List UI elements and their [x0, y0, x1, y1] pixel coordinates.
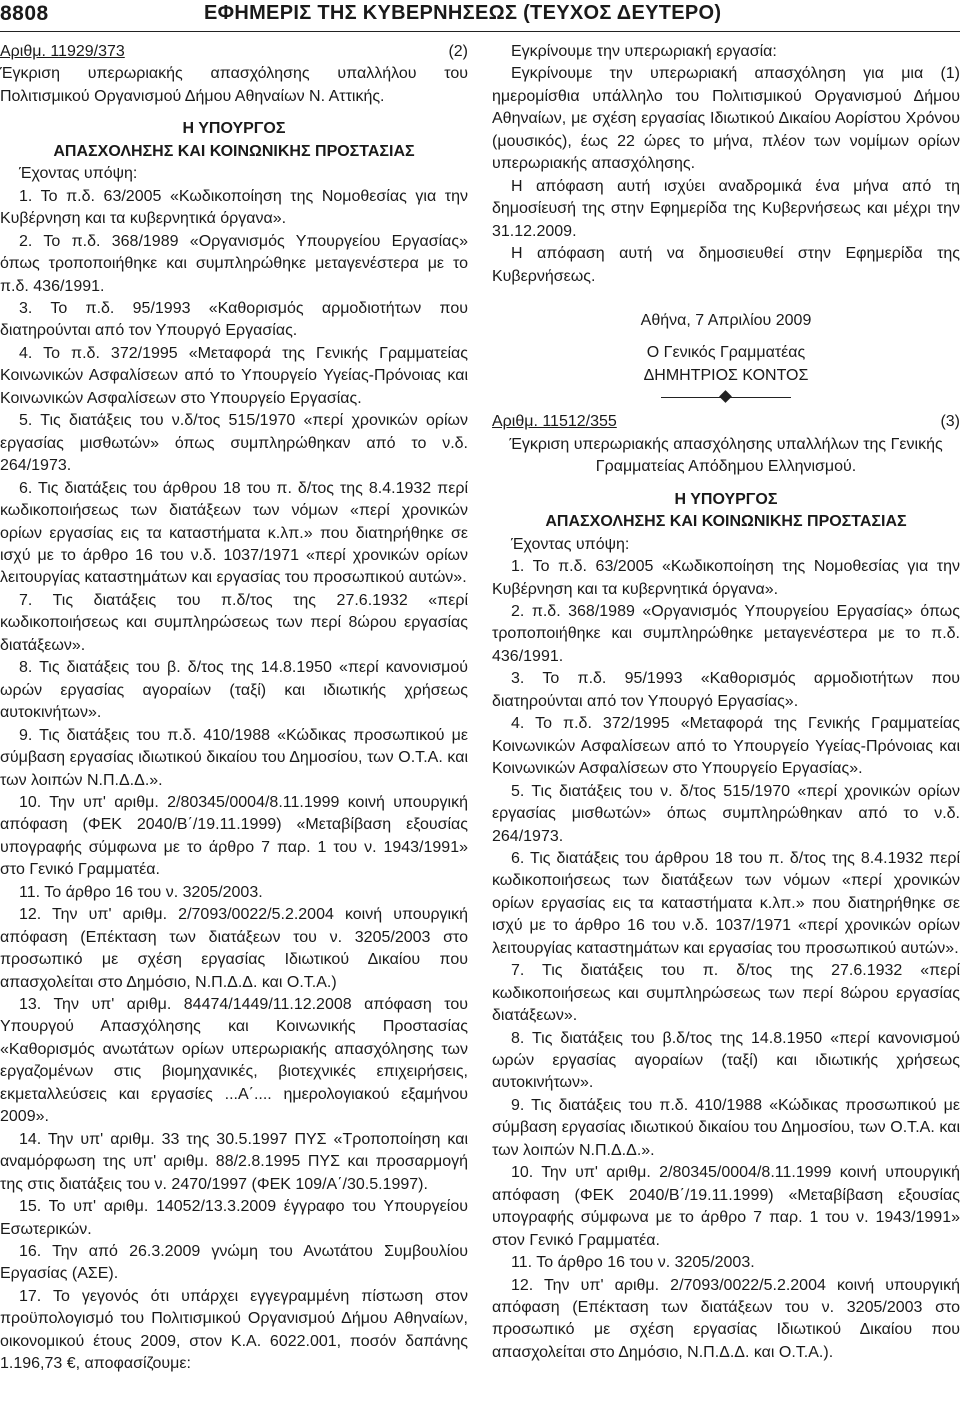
list-item: 1. Το π.δ. 63/2005 «Κωδικοποίηση της Νομοθεσίας για την Κυβέρνηση και τα κυβερνητικά όργανα». — [492, 558, 960, 598]
list-item: 11. Το άρθρο 16 του ν. 3205/2003. — [19, 883, 263, 901]
right-column — [492, 41, 960, 1364]
list-item: 14. Την υπ' αριθμ. 33 της 30.5.1997 ΠΥΣ «Τροποποίηση και αναμόρφωση της υπ' αριθμ. 88/2.8.1995 ΠΥΣ και προσαρμογή της στις διατάξεις του ν. 2470/1997 (ΦΕΚ 109/Α΄/30.5.1997). — [0, 1130, 468, 1193]
approval-text: Εγκρίνουμε την υπερωριακή απασχόληση για μια (1) ημερομίσθια υπάλληλο του Πολιτισμικού Οργανισμού Δήμου Αθηναίων, με σχέση εργασίας Ιδιωτικού Δικαίου Αορίστου Χρόνου (μουσικός), έως 22 ώρες το μήνα, πλέον των νομίμων ορίων υπερωριακής απασχόλησης. — [492, 65, 960, 173]
list-item: 3. Το π.δ. 95/1993 «Καθορισμός αρμοδιοτήτων που διατηρούνται από τον Υπουργό Εργασίας». — [492, 670, 960, 710]
list-item: 3. Το π.δ. 95/1993 «Καθορισμός αρμοδιοτήτων που διατηρούνται από τον Υπουργό Εργασίας. — [0, 299, 468, 340]
page-header — [0, 0, 960, 34]
signatory-name: ΔΗΜΗΤΡΙΟΣ ΚΟΝΤΟΣ — [643, 366, 809, 384]
authority-title: Η ΥΠΟΥΡΓΟΣ — [674, 490, 778, 508]
authority-ministry: ΑΠΑΣΧΟΛΗΣΗΣ ΚΑΙ ΚΟΙΝΩΝΙΚΗΣ ΠΡΟΣΤΑΣΙΑΣ — [545, 513, 907, 531]
place-date: Αθήνα, 7 Απριλίου 2009 — [640, 311, 812, 329]
signatory-role: Ο Γενικός Γραμματέας — [646, 344, 806, 362]
list-item: 2. π.δ. 368/1989 «Οργανισμός Υπουργείου Εργασίας» όπως τροποποιήθηκε και συμπληρώθηκε μεταγενέστερα με το π.δ. 436/1991. — [492, 602, 960, 665]
decision-index: (3) — [940, 413, 960, 431]
left-column — [0, 41, 468, 1376]
decision-heading — [0, 41, 468, 63]
list-item: 6. Τις διατάξεις του άρθρου 18 του π. δ/τος της 8.4.1932 περί κωδικοποιήσεως των διατάξεων των νόμων «περί χρονικών ορίων εργασίας εις τα καταστήματα κ.λπ.» που διατηρήθηκε σε ισχύ με το άρθρο 16 του ν.δ. 1037/1971 «περί χρονικών ορίων λειτουργίας καταστημάτων και εργασίας του προσωπικού αυτών». — [0, 479, 468, 587]
page-number: 8808 — [0, 2, 49, 25]
list-item: 5. Τις διατάξεις του ν. δ/τος 515/1970 «περί χρονικών ορίων εργασίας μισθωτών» όπως συμπληρώθηκαν από το ν.δ. 264/1973. — [492, 782, 960, 845]
authority-title: Η ΥΠΟΥΡΓΟΣ — [182, 120, 286, 138]
list-item: 17. Το γεγονός ότι υπάρχει εγγεγραμμένη πίστωση στον προϋπολογισμό του Πολιτισμικού Οργανισμού Δήμου Αθηναίων, οικονομικού έτους 2009, στον Κ.Α. 6022.001, ποσόν δαπάνης 1.196,73 €, αποφασίζουμε: — [0, 1287, 468, 1373]
list-item: 10. Την υπ' αριθμ. 2/80345/0004/8.11.1999 κοινή υπουργική απόφαση (ΦΕΚ 2040/Β΄/19.11.1999) «Μεταβίβαση εξουσίας υπογραφής σύμφωνα με το άρθρο 7 παρ. 1 του ν. 1943/1991» στον Γενικό Γραμματέα. — [492, 1164, 960, 1249]
authority-ministry: ΑΠΑΣΧΟΛΗΣΗΣ ΚΑΙ ΚΟΙΝΩΝΙΚΗΣ ΠΡΟΣΤΑΣΙΑΣ — [53, 142, 415, 160]
decision-heading — [492, 411, 960, 433]
decision-index: (2) — [448, 43, 468, 60]
list-item: 16. Την από 26.3.2009 γνώμη του Ανωτάτου Συμβουλίου Εργασίας (ΑΣΕ). — [0, 1243, 468, 1283]
list-item: 8. Τις διατάξεις του β. δ/τος της 14.8.1950 «περί κανονισμού ωρών εργασίας αγοραίων (ταξί) και ιδιωτικής χρήσεως αυτοκινήτων». — [0, 659, 468, 722]
diamond-icon — [719, 390, 732, 403]
list-item: 10. Την υπ' αριθμ. 2/80345/0004/8.11.1999 κοινή υπουργική απόφαση (ΦΕΚ 2040/Β΄/19.11.1999) «Μεταβίβαση εξουσίας υπογραφής σύμφωνα με το άρθρο 7 παρ. 1 του ν. 1943/1991» στο Γενικό Γραμματέα. — [0, 793, 468, 879]
having-regard: Έχοντας υπόψη: — [511, 535, 630, 553]
list-item: 9. Τις διατάξεις του π.δ. 410/1988 «Κώδικας προσωπικού με σύμβαση εργασίας ιδιωτικού δικαίου του Δημοσίου, των Ο.Τ.Α. και των λοιπών Ν.Π.Δ.Δ.». — [0, 726, 468, 789]
list-item: 5. Τις διατάξεις του ν.δ/τος 515/1970 «περί χρονικών ορίων εργασίας μισθωτών» όπως συμπληρώθηκαν από το ν.δ. 264/1973. — [0, 412, 468, 475]
list-item: 13. Την υπ' αριθμ. 84474/1449/11.12.2008 απόφαση του Υπουργού Απασχόλησης και Κοινωνικής Προστασίας «Καθορισμός ανωτάτων ορίων υπερωριακής απασχόλησης των εργαζομένων στις βιομηχανικές, βιοτεχνικές επιχειρήσεις, εκμεταλλεύσεις και εργασίες ...Α΄.... ημερολογιακού εξαμήνου 2009». — [0, 996, 468, 1126]
decision-number: Αριθμ. 11929/373 — [0, 43, 125, 60]
decision-title: Έγκριση υπερωριακής απασχόλησης υπαλλήλου του Πολιτισμικού Οργανισμού Δήμου Αθηναίων Ν. Αττικής. — [0, 65, 468, 105]
having-regard: Έχοντας υπόψη: — [19, 165, 138, 183]
section-divider — [492, 389, 960, 405]
decision-number: Αριθμ. 11512/355 — [492, 413, 617, 431]
approval-lead: Εγκρίνουμε την υπερωριακή εργασία: — [511, 43, 777, 60]
list-item: 7. Τις διατάξεις του π.δ/τος της 27.6.1932 «περί κωδικοποιήσεως και συμπληρώσεως των περί 8ώρου εργασίας διατάξεων». — [0, 591, 468, 654]
publish-text: Η απόφαση αυτή να δημοσιευθεί στην Εφημερίδα της Κυβερνήσεως. — [492, 245, 960, 285]
list-item: 4. Το π.δ. 372/1995 «Μεταφορά της Γενικής Γραμματείας Κοινωνικών Ασφαλίσεων από το Υπουργείο Υγείας-Πρόνοιας και Κοινωνικών Ασφαλίσεων στο Υπουργείο Εργασίας. — [0, 344, 468, 407]
retroactive-text: Η απόφαση αυτή ισχύει αναδρομικά ένα μήνα από τη δημοσίευσή της στην Εφημερίδα της Κυβερνήσεως και μέχρι την 31.12.2009. — [492, 177, 960, 240]
decision-title: Έγκριση υπερωριακής απασχόλησης υπαλλήλων της Γενικής Γραμματείας Απόδημου Ελληνισμού. — [509, 435, 943, 476]
list-item: 12. Την υπ' αριθμ. 2/7093/0022/5.2.2004 κοινή υπουργική απόφαση (Επέκταση των διατάξεων του ν. 3205/2003 στο προσωπικό με σχέση εργασίας Ιδιωτικού Δικαίου που απασχολείται στο Δημόσιο, Ν.Π.Δ.Δ. και Ο.Τ.Α.) — [0, 906, 468, 991]
list-item: 9. Τις διατάξεις του π.δ. 410/1988 «Κώδικας προσωπικού με σύμβαση εργασίας ιδιωτικού δικαίου του Δημοσίου, των Ο.Τ.Α. και των λοιπών Ν.Π.Δ.Δ.». — [492, 1096, 960, 1159]
list-item: 7. Τις διατάξεις του π. δ/τος της 27.6.1932 «περί κωδικοποιήσεως και συμπληρώσεως των περί 8ώρου εργασίας διατάξεων». — [492, 962, 960, 1025]
list-item: 2. Το π.δ. 368/1989 «Οργανισμός Υπουργείου Εργασίας» όπως τροποποιήθηκε και συμπληρώθηκε μεταγενέστερα με το π.δ. 436/1991. — [0, 232, 468, 295]
header-rule — [0, 31, 960, 32]
list-item: 1. Το π.δ. 63/2005 «Κωδικοποίηση της Νομοθεσίας για την Κυβέρνηση και τα κυβερνητικά όργανα». — [0, 187, 468, 228]
list-item: 15. Το υπ' αριθμ. 14052/13.3.2009 έγγραφο του Υπουργείου Εσωτερικών. — [0, 1198, 468, 1238]
list-item: 11. Το άρθρο 16 του ν. 3205/2003. — [511, 1254, 755, 1272]
list-item: 6. Τις διατάξεις του άρθρου 18 του π. δ/τος της 8.4.1932 περί κωδικοποιήσεως των διατάξεων των νόμων «περί χρονικών ορίων εργασίας εις τα καταστήματα κ.λπ.» που διατηρήθηκε σε ισχύ με το άρθρο 16 του ν.δ. 1037/1971 «περί χρονικών ορίων λειτουργίας καταστημάτων και εργασίας του προσωπικού αυτών». — [492, 849, 960, 957]
gazette-title: ΕΦΗΜΕΡΙΣ ΤΗΣ ΚΥΒΕΡΝΗΣΕΩΣ (ΤΕΥΧΟΣ ΔΕΥΤΕΡΟ) — [204, 2, 722, 24]
list-item: 12. Την υπ' αριθμ. 2/7093/0022/5.2.2004 κοινή υπουργική απόφαση (Επέκταση των διατάξεων του ν. 3205/2003 στο προσωπικό με σχέση εργασίας Ιδιωτικού Δικαίου που απασχολείται στο Δημόσιο, Ν.Π.Δ.Δ. και Ο.Τ.Α.). — [492, 1276, 960, 1361]
list-item: 4. Το π.δ. 372/1995 «Μεταφορά της Γενικής Γραμματείας Κοινωνικών Ασφαλίσεων από το Υπουργείο Υγείας-Πρόνοιας και Κοινωνικών Ασφαλίσεων στο Υπουργείο Εργασίας». — [492, 715, 960, 778]
list-item: 8. Τις διατάξεις του β.δ/τος της 14.8.1950 «περί κανονισμού ωρών εργασίας αγοραίων (ταξί) και ιδιωτικής χρήσεως αυτοκινήτων». — [492, 1029, 960, 1092]
